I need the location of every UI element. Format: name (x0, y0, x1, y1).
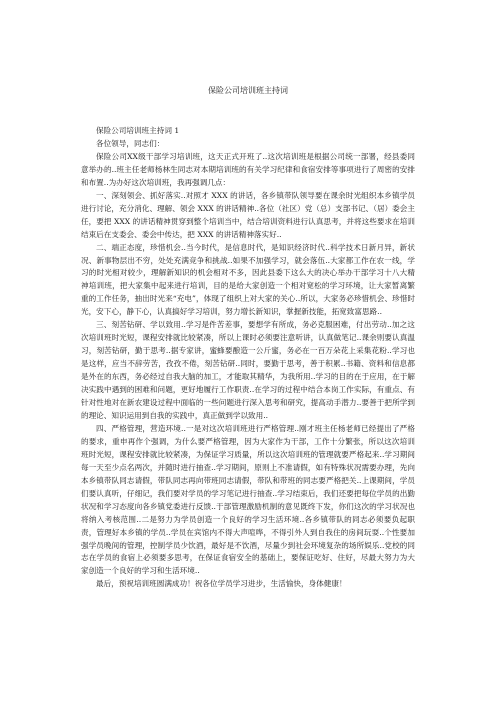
heading-paragraph: 保险公司培训班主持词 1 (96, 126, 180, 135)
section-three-paragraph: 三、刻苦钻研、学以致用..学习是件苦差事，要想学有所成，务必克服困难，付出劳动..加之这次培训班时光短，课程安排就比较紧凑，所以上课时必须要注意听讲，认真做笔记..课余则要认真温习，刻苦钻研，勤于思考..据专家讲，蜜蜂要酿造一公斤蜜，务必在一百万朵花上采集花粉..学习也是这样，应当不辞劳苦，孜孜不倦，刻苦钻研..同时，要勤于思考，善于积累..书籍、资料和信息都是外在的东西，务必经过自我大脑的加工，才能取其精华，为我所用..学习的目的在于应用，在于解决实践中遇到的困难和问题，更好地履行工作职责..在学习的过程中结合本岗工作实际，有重点、有针对性地对在新农建设过程中面临的一些问题进行深入思考和研究，提高动手潜力..要善于把所学到的理论、知识运用到自我的实践中，真正做到学以致用.. (81, 320, 415, 420)
intro-paragraph: 保险公司XX级干部学习培训班，这天正式开班了..这次培训班是根据公司统一部署，经县委同意举办的..班主任老师杨林生同志对本期培训班的有关学习纪律和食宿安排等事项进行了周密的安排和布置..为办好这次培训班，我再强调几点： (81, 151, 415, 187)
section-one-paragraph: 一、深刻领会、抓好落实..对照才 XXX 的讲话，各乡镇带队领导要在课余时光组织本乡镇学员进行讨论，充分消化、理解、领会 XXX 的讲话精神..各位（社区）党（总）支部书记、（居）委会主任，要把 XXX 的讲话精神贯穿到整个培训当中，结合培训资料进行认真思考，并将这些要求在培训结束后在支委会、委会中传达，把 XXX 的讲话精神落实好.. (81, 190, 415, 239)
section-two-paragraph: 二、端正态度，珍惜机会..当今时代，是信息时代，是知识经济时代..科学技术日新月异，新状况、新事物层出不穷，处处充满竞争和挑战..如果不加强学习，就会落伍..大家都工作在农一线，学习的时光相对较少，理解新知识的机会相对不多，因此县委下这么大的决心举办干部学习十八大精神培训班，把大家集中起来进行培训，目的是给大家创造一个相对宽松的学习环境，让大家暂离繁重的工作任务，抽出时光来“充电”，体现了组织上对大家的关心..所以，大家务必珍惜机会、珍惜时光，安下心，静下心，认真搞好学习培训，努力增长新知识，掌握新技能，拓宽致富思路.. (81, 242, 415, 317)
document-title: 保险公司培训班主持词 (208, 86, 288, 95)
salutation-paragraph: 各位领导，同志们： (96, 138, 165, 148)
closing-paragraph: 最后，预祝培训班圆满成功！祝各位学员学习进步，生活愉快，身体健康！ (96, 579, 347, 589)
section-four-paragraph: 四、严格管理，营造环境..一是对这次培训班进行严格管理..刚才班主任杨老师已经提出了严格的要求，重申再作个强调，为什么要严格管理，因为大家作为干部，工作十分繁张，所以这次培训班时光短，课程安排就比较紧凑，为保证学习质量，所以这次培训班的管理就要严格起来..学习期间每一天至少点名两次，并随时进行抽查..学习期间，原则上不准请假，如有特殊状况需要办理，先向本乡镇带队同志请假，带队同志再向带班同志请假，带队和带班的同志要严格把关..上课期间，学员们要认真听，仔细记，我们要对学员的学习笔记进行抽查..学习结束后，我们还要把每位学员的出勤状况和学习态度向各乡镇党委进行反馈..于部管理激励机制的意见既终下发，你们这次的学习状况也将纳入考核范围..二是努力为学员创造一个良好的学习生活环境..各乡镇带队的同志必须要负起职责，管理好本乡镇的学员..学员在宾馆内不得大声喧哗，不得引外人到自我住的房间玩耍..个性要加强学员晚间的管理，控制学员少饮酒，最好是不饮酒，尽量少到社会环境复杂的场所娱乐..党校的同志在学员的食宿上必须要多思考，在保证食宿安全的基础上，要保证吃好、住好，尽最大努力为大家创造一个良好的学习和生活环境.. (81, 423, 415, 576)
document-body (81, 125, 415, 591)
